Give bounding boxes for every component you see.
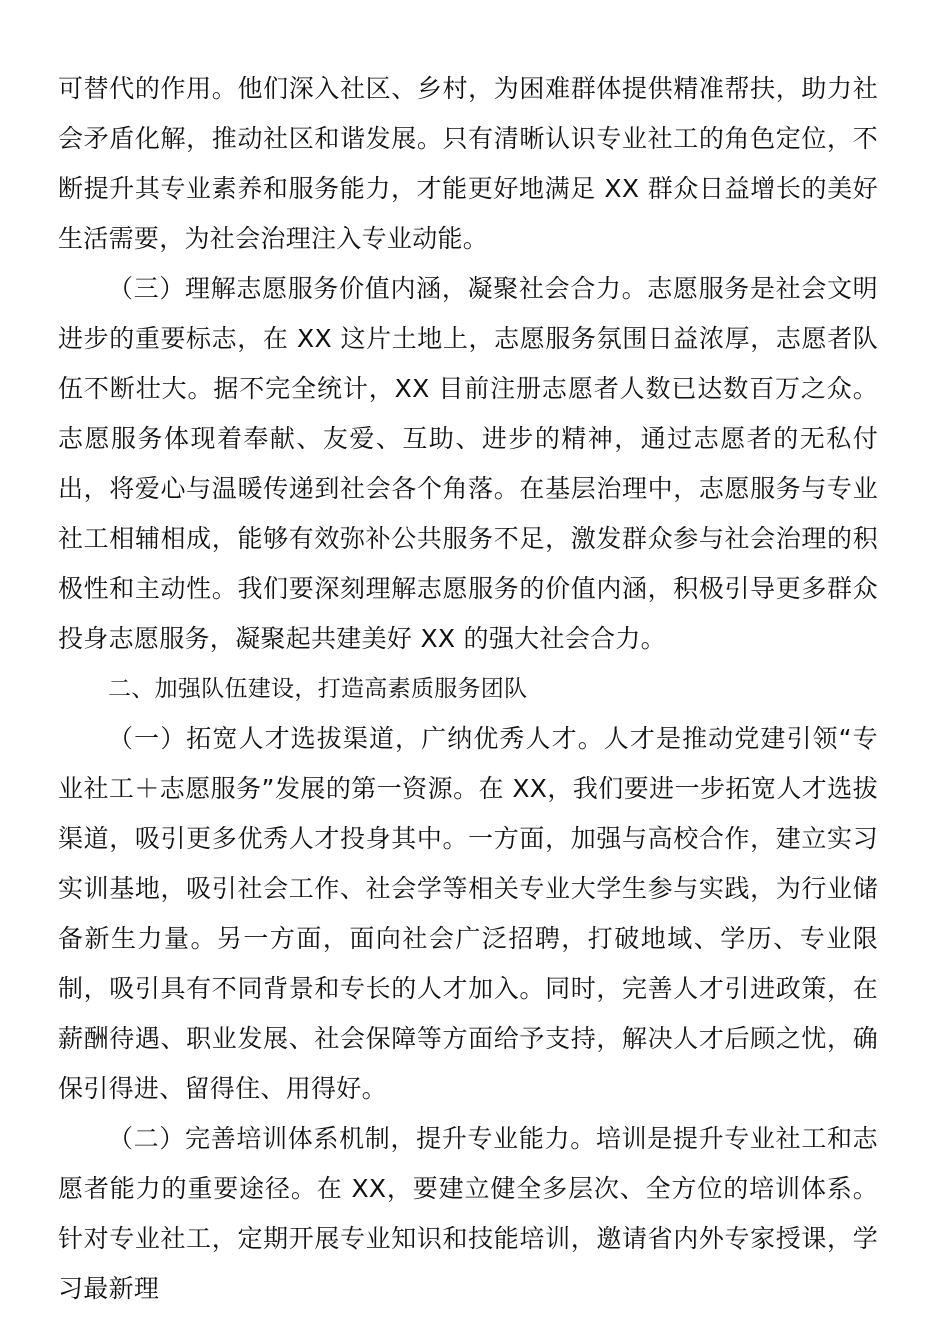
paragraph-subsection-two: （二）完善培训体系机制，提升专业能力。培训是提升专业社工和志愿者能力的重要途径。在 XX，要建立健全多层次、全方位的培训体系。针对专业社工，定期开展专业知识和技能培训，邀请省内外专家授课，学习最新理	[58, 1124, 878, 1303]
paragraph-section-three: （三）理解志愿服务价值内涵，凝聚社会合力。志愿服务是社会文明进步的重要标志，在 XX 这片土地上，志愿服务氛围日益浓厚，志愿者队伍不断壮大。据不完全统计，XX 目前注册志愿者人数已达数百万之众。志愿服务体现着奉献、友爱、互助、进步的精神，通过志愿者的无私付出，将爱心与温暖传递到社会各个角落。在基层治理中，志愿服务与专业社工相辅相成，能够有效弥补公共服务不足，激发群众参与社会治理的积极性和主动性。我们要深刻理解志愿服务的价值内涵，积极引导更多群众投身志愿服务，凝聚起共建美好 XX 的强大社会合力。	[58, 274, 878, 653]
document-body	[58, 64, 878, 1314]
section-heading-two: 二、加强队伍建设，打造高素质服务团队	[108, 676, 528, 702]
paragraph-continuation: 可替代的作用。他们深入社区、乡村，为困难群体提供精准帮扶，助力社会矛盾化解，推动社区和谐发展。只有清晰认识专业社工的角色定位，不断提升其专业素养和服务能力，才能更好地满足 XX 群众日益增长的美好生活需要，为社会治理注入专业动能。	[58, 74, 878, 253]
paragraph-subsection-one: （一）拓宽人才选拔渠道，广纳优秀人才。人才是推动党建引领“专业社工＋志愿服务”发展的第一资源。在 XX，我们要进一步拓宽人才选拔渠道，吸引更多优秀人才投身其中。一方面，加强与高校合作，建立实习实训基地，吸引社会工作、社会学等相关专业大学生参与实践，为行业储备新生力量。另一方面，面向社会广泛招聘，打破地域、学历、专业限制，吸引具有不同背景和专长的人才加入。同时，完善人才引进政策，在薪酬待遇、职业发展、社会保障等方面给予支持，解决人才后顾之忧，确保引得进、留得住、用得好。	[58, 724, 878, 1103]
